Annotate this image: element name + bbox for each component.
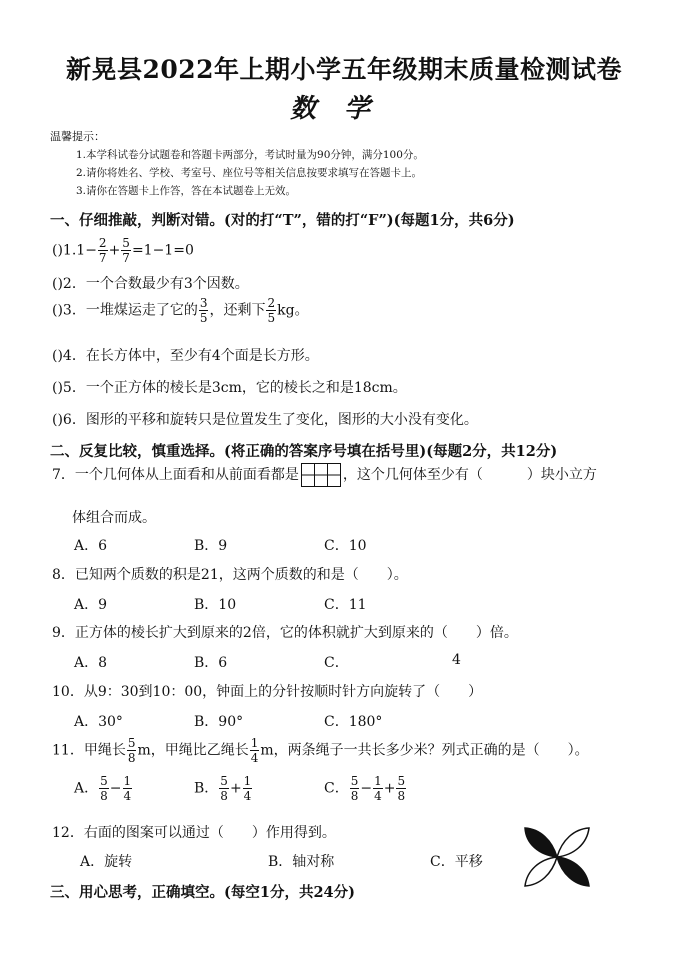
section3-heading: 三、用心思考，正确填空。(每空1分，共24分) <box>50 884 355 901</box>
denominator: 7 <box>122 251 130 265</box>
q9-option-c-value: 4 <box>452 652 461 668</box>
q11-text: 11．甲绳长 <box>52 742 126 759</box>
denominator: 8 <box>127 751 136 765</box>
fraction <box>373 775 383 802</box>
exam-title: 新晃县2022年上期小学五年级期末质量检测试卷 <box>65 55 623 84</box>
q3-text: kg。 <box>277 302 309 319</box>
numerator: 2 <box>98 236 107 250</box>
denominator: 4 <box>374 789 382 803</box>
q1-op: + <box>108 242 121 259</box>
numerator: 1 <box>123 774 132 788</box>
fraction <box>219 775 229 802</box>
q9-option-a: A．8 <box>74 655 108 671</box>
operator: − <box>360 780 373 797</box>
option-label: B． <box>194 780 219 797</box>
fraction <box>266 297 276 324</box>
question-4: ()4．在长方体中，至少有4个面是长方形。 <box>52 348 319 364</box>
denominator: 4 <box>250 751 259 765</box>
q11-text: m，两条绳子一共长多少米？列式正确的是（ ）。 <box>260 742 589 759</box>
q11-text: m，甲绳比乙绳长 <box>137 742 249 759</box>
denominator: 8 <box>100 789 108 803</box>
q7-option-c: C．10 <box>324 538 367 554</box>
numerator: 5 <box>350 774 359 788</box>
tip-item: 2.请你将姓名、学校、考室号、座位号等相关信息按要求填写在答题卡上。 <box>76 167 423 179</box>
q7-option-b: B．9 <box>194 538 228 554</box>
fraction <box>243 775 253 802</box>
q11-option-b <box>194 775 253 802</box>
numerator: 5 <box>220 774 228 788</box>
denominator: 8 <box>350 789 359 803</box>
section1-heading: 一、仔细推敲，判断对错。(对的打“T”，错的打“F”)(每题1分，共6分) <box>50 212 515 229</box>
q3-text: ()3．一堆煤运走了它的 <box>52 302 198 319</box>
operator: − <box>109 780 122 797</box>
fraction <box>121 237 131 264</box>
question-3 <box>52 297 309 324</box>
fraction <box>123 775 133 802</box>
question-9: 9．正方体的棱长扩大到原来的2倍，它的体积就扩大到原来的（ ）倍。 <box>52 625 518 641</box>
q11-option-c <box>324 775 407 802</box>
q9-option-b: B．6 <box>194 655 228 671</box>
q10-option-a: A．30° <box>74 714 123 730</box>
numerator: 5 <box>100 774 108 788</box>
q1-text: ()1.1− <box>52 242 97 259</box>
option-label: C． <box>324 780 349 797</box>
denominator: 4 <box>123 789 132 803</box>
fraction <box>199 297 209 324</box>
fraction <box>99 775 109 802</box>
q12-option-c: C．平移 <box>430 854 483 870</box>
fraction <box>127 737 137 764</box>
denominator: 4 <box>243 789 252 803</box>
option-label: A． <box>74 780 99 797</box>
question-11 <box>52 737 589 764</box>
q8-option-b: B．10 <box>194 597 237 613</box>
question-12: 12．右面的图案可以通过（ ）作用得到。 <box>52 825 336 841</box>
q7-text: ）块小立方 <box>526 467 597 483</box>
q7-option-a: A．6 <box>74 538 108 554</box>
operator: + <box>383 780 396 797</box>
tips-heading: 温馨提示： <box>50 130 105 143</box>
numerator: 1 <box>374 774 382 788</box>
q3-text: ，还剩下 <box>209 302 266 319</box>
numerator: 5 <box>397 774 406 788</box>
question-6: ()6．图形的平移和旋转只是位置发生了变化，图形的大小没有变化。 <box>52 412 478 428</box>
numerator: 3 <box>199 296 208 310</box>
question-7-cont: 体组合而成。 <box>72 510 156 526</box>
question-10: 10．从9：30到10：00，钟面上的分针按顺时针方向旋转了（ ） <box>52 684 483 700</box>
q10-option-b: B．90° <box>194 714 244 730</box>
denominator: 8 <box>220 789 228 803</box>
fraction <box>396 775 406 802</box>
q8-option-c: C．11 <box>324 597 367 613</box>
q1-text: =1−1=0 <box>131 242 194 259</box>
numerator: 1 <box>243 774 252 788</box>
tip-item: 3.请你在答题卡上作答，答在本试题卷上无效。 <box>76 185 297 197</box>
q12-option-a: A．旋转 <box>80 854 133 870</box>
numerator: 2 <box>267 296 276 310</box>
q9-option-c: C． <box>324 655 349 671</box>
question-1 <box>52 237 194 264</box>
denominator: 8 <box>397 789 406 803</box>
question-2: ()2．一个合数最少有3个因数。 <box>52 276 249 292</box>
section2-heading: 二、反复比较，慎重选择。(将正确的答案序号填在括号里)(每题2分，共12分) <box>50 443 558 460</box>
numerator: 1 <box>250 736 259 750</box>
fraction <box>350 775 360 802</box>
q10-option-c: C．180° <box>324 714 383 730</box>
rotated-leaf-pattern-figure <box>522 826 592 888</box>
q7-text: ，这个几何体至少有（ <box>342 467 483 483</box>
q7-text: 7．一个几何体从上面看和从前面看都是 <box>52 467 299 483</box>
question-7 <box>52 463 597 487</box>
numerator: 5 <box>122 236 130 250</box>
denominator: 5 <box>199 311 208 325</box>
numerator: 5 <box>127 736 136 750</box>
fraction <box>250 737 260 764</box>
fraction <box>98 237 108 264</box>
q12-option-b: B．轴对称 <box>268 854 335 870</box>
three-square-view-figure <box>301 463 341 487</box>
denominator: 7 <box>98 251 107 265</box>
tip-item: 1.本学科试卷分试题卷和答题卡两部分，考试时量为90分钟，满分100分。 <box>76 149 424 161</box>
subject-title: 数学 <box>289 94 398 124</box>
operator: + <box>229 780 242 797</box>
q11-option-a <box>74 775 133 802</box>
question-5: ()5．一个正方体的棱长是3cm，它的棱长之和是18cm。 <box>52 380 407 396</box>
question-8: 8．已知两个质数的积是21，这两个质数的和是（ ）。 <box>52 567 408 583</box>
q8-option-a: A．9 <box>74 597 108 613</box>
denominator: 5 <box>267 311 276 325</box>
